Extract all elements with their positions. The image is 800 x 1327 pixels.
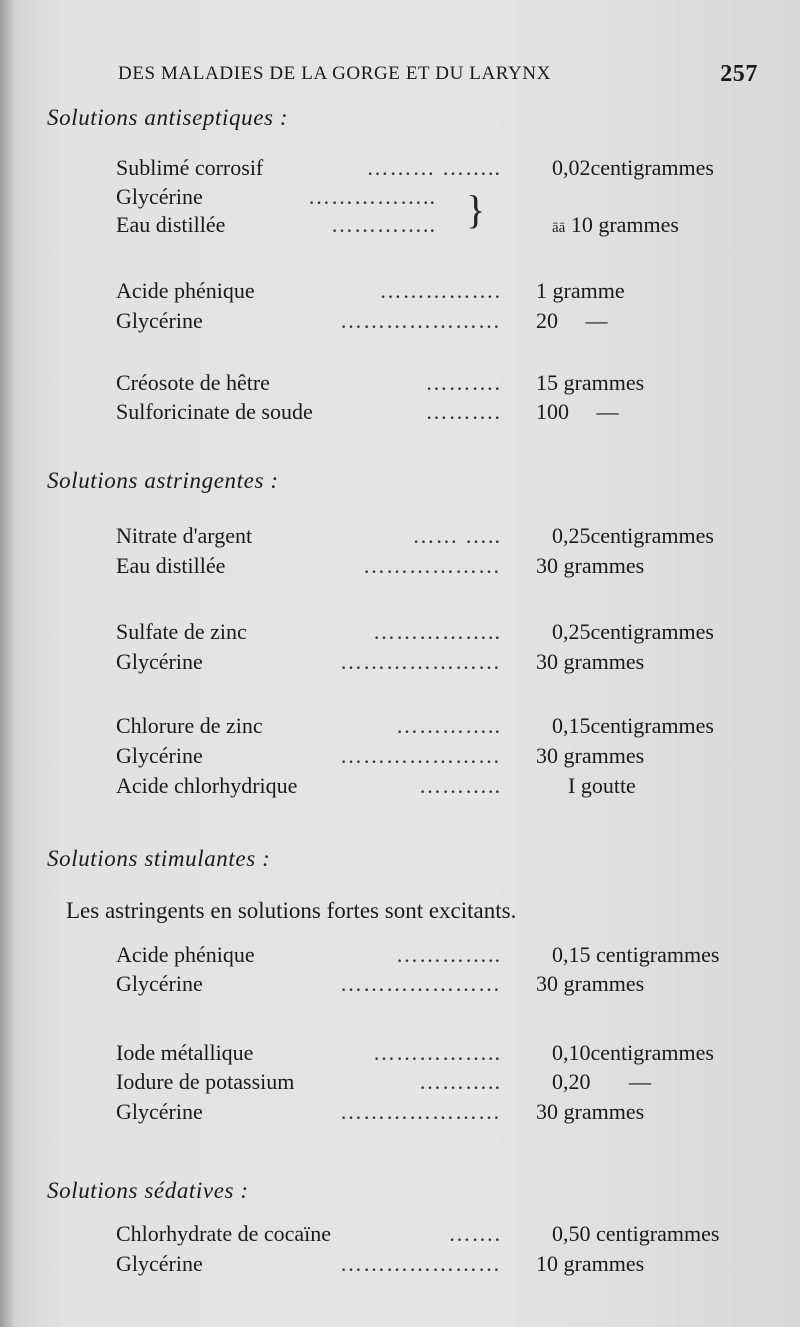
formula-row xyxy=(116,1069,766,1099)
leader-dots: ………………… xyxy=(340,308,501,333)
ingredient-name: Glycérine xyxy=(116,1099,203,1124)
ingredient-name: Nitrate d'argent xyxy=(116,523,253,548)
leader-dots: ……………… xyxy=(363,553,501,578)
formula-row xyxy=(116,1099,766,1129)
running-head-title: DES MALADIES DE LA GORGE ET DU LARYNX xyxy=(118,63,551,84)
section-note: Les astringents en solutions fortes sont excitants. xyxy=(66,898,517,923)
ingredient-name: Acide chlorhydrique xyxy=(116,773,298,798)
formula-row xyxy=(116,370,766,400)
formula-row xyxy=(116,308,766,338)
ingredient-name: Glycérine xyxy=(116,308,203,333)
formula-row xyxy=(116,1040,766,1070)
leader-dots: ………………… xyxy=(340,743,501,768)
ingredient-amount xyxy=(552,212,679,238)
ingredient-amount: 0,25centigrammes xyxy=(552,523,714,548)
leader-dots: ………. xyxy=(425,370,501,395)
formula-row xyxy=(116,399,766,429)
ingredient-amount: 0,50 centigrammes xyxy=(552,1221,720,1246)
leader-dots: ………….. xyxy=(396,942,501,967)
ingredient-amount: I goutte xyxy=(568,773,636,798)
leader-dots: ……….. xyxy=(419,773,501,798)
ingredient-amount: 0,15centigrammes xyxy=(552,713,714,738)
formula-row xyxy=(116,553,766,583)
ingredient-name: Sulfate de zinc xyxy=(116,619,247,644)
ingredient-amount: 30 grammes xyxy=(536,1099,645,1124)
ingredient-name: Glycérine xyxy=(116,184,203,209)
brace-bracket: } xyxy=(466,187,486,232)
ingredient-amount: 0,25centigrammes xyxy=(552,619,714,644)
ingredient-name: Créosote de hêtre xyxy=(116,370,270,395)
formula-row xyxy=(116,619,766,649)
ingredient-amount: 30 grammes xyxy=(536,649,645,674)
ingredient-amount: 30 grammes xyxy=(536,553,645,578)
formula-row xyxy=(116,743,766,773)
ingredient-amount: 100 — xyxy=(536,399,619,424)
ana-abbreviation: āā xyxy=(552,220,566,236)
leader-dots: ………………… xyxy=(340,649,501,674)
ingredient-amount: 1 gramme xyxy=(536,278,625,303)
formula-row xyxy=(116,942,766,972)
ingredient-name: Chlorhydrate de cocaïne xyxy=(116,1221,332,1246)
formula-row xyxy=(116,155,766,185)
ingredient-amount: 10 grammes xyxy=(536,1251,645,1276)
section-heading-astringentes: Solutions astringentes : xyxy=(47,468,279,493)
ingredient-name: Glycérine xyxy=(116,1251,203,1276)
leader-dots: ………….. xyxy=(396,713,501,738)
formula-row xyxy=(116,713,766,743)
leader-dots: ……………. xyxy=(379,278,501,303)
section-heading-antiseptiques: Solutions antiseptiques : xyxy=(47,105,289,130)
formula-row xyxy=(116,773,766,803)
ingredient-amount: 0,02centigrammes xyxy=(552,155,714,180)
ingredient-amount: 30 grammes xyxy=(536,743,645,768)
ingredient-amount: 0,20 — xyxy=(552,1069,651,1094)
ingredient-name: Sublimé corrosif xyxy=(116,155,264,180)
section-heading-stimulantes: Solutions stimulantes : xyxy=(47,846,271,871)
ingredient-name: Eau distillée xyxy=(116,212,226,237)
ingredient-amount: 0,10centigrammes xyxy=(552,1040,714,1065)
leader-dots: …………….. xyxy=(373,1040,501,1065)
leader-dots: ………………… xyxy=(340,971,501,996)
formula-row xyxy=(116,1221,766,1251)
ingredient-name: Glycérine xyxy=(116,743,203,768)
leader-dots: ………. xyxy=(425,399,501,424)
ingredient-name: Eau distillée xyxy=(116,553,226,578)
formula-row xyxy=(116,212,766,242)
formula-row xyxy=(116,278,766,308)
formula-row xyxy=(116,1251,766,1281)
formula-row xyxy=(116,184,766,214)
page-spine-shadow xyxy=(0,0,16,1327)
ingredient-name: Iodure de potassium xyxy=(116,1069,295,1094)
formula-row xyxy=(116,971,766,1001)
leader-dots: ………………… xyxy=(340,1099,501,1124)
ingredient-amount: 30 grammes xyxy=(536,971,645,996)
ingredient-amount: 15 grammes xyxy=(536,370,645,395)
leader-dots: ……….. xyxy=(419,1069,501,1094)
ingredient-name: Acide phénique xyxy=(116,942,255,967)
leader-dots: …………….. xyxy=(373,619,501,644)
ingredient-name: Chlorure de zinc xyxy=(116,713,263,738)
leader-dots: ………….. xyxy=(331,212,436,237)
ingredient-name: Glycérine xyxy=(116,649,203,674)
section-heading-sedatives: Solutions sédatives : xyxy=(47,1178,249,1203)
ingredient-name: Glycérine xyxy=(116,971,203,996)
leader-dots: …………….. xyxy=(308,184,436,209)
ingredient-name: Iode métallique xyxy=(116,1040,254,1065)
leader-dots: ……… …….. xyxy=(366,155,501,180)
leader-dots: …… ….. xyxy=(412,523,501,548)
leader-dots: ………………… xyxy=(340,1251,501,1276)
ingredient-amount-value: 10 grammes xyxy=(570,212,679,237)
ingredient-name: Sulforicinate de soude xyxy=(116,399,313,424)
formula-row xyxy=(116,649,766,679)
page-number: 257 xyxy=(720,61,758,87)
running-head xyxy=(118,63,758,93)
ingredient-amount: 0,15 centigrammes xyxy=(552,942,720,967)
leader-dots: ……. xyxy=(448,1221,501,1246)
formula-row xyxy=(116,523,766,553)
ingredient-amount: 20 — xyxy=(536,308,608,333)
ingredient-name: Acide phénique xyxy=(116,278,255,303)
